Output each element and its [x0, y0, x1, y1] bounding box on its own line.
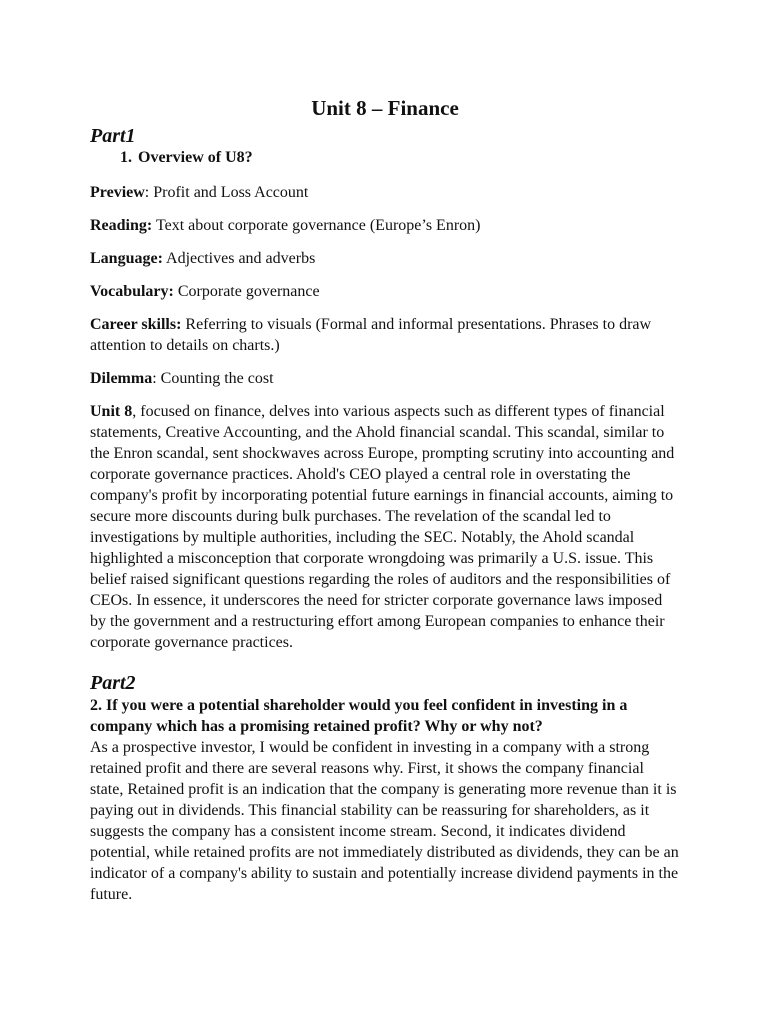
list-number: 1.: [120, 149, 132, 166]
preview-separator: :: [144, 184, 154, 201]
preview-text: Profit and Loss Account: [153, 184, 309, 201]
dilemma-item: [90, 368, 680, 389]
vocabulary-text: Corporate governance: [177, 283, 320, 300]
overview-list-item: [90, 148, 680, 168]
language-text: Adjectives and adverbs: [166, 250, 316, 267]
part2-answer: As a prospective investor, I would be confident in investing in a company with a strong retained profit and there are several reasons why. First, it shows the company financial state, Retained profit is an indication that the company is generating more revenue than it is paying out in dividends. This financial stability can be reassuring for shareholders, as it suggests the company has a consistent income stream. Second, it indicates dividend potential, while retained profits are not immediately distributed as dividends, they can be an indicator of a company's ability to sustain and potentially increase dividend payments in the future.: [90, 739, 679, 903]
career-skills-label: Career skills:: [90, 316, 182, 333]
document-title: Unit 8 – Finance: [311, 96, 459, 120]
list-item-text: Overview of U8?: [138, 149, 253, 166]
preview-label: Preview: [90, 184, 145, 201]
vocabulary-item: [90, 281, 680, 302]
summary-text: , focused on finance, delves into various aspects such as different types of financial statements, Creative Accounting, and the Ahold financial scandal. This scandal, similar to the Enron scandal, sent shockwaves across Europe, prompting scrutiny into accounting and corporate governance practices. Ahold's CEO played a central role in overstating the company's profit by incorporating potential future earnings in financial accounts, aiming to secure more discounts during bulk purchases. The revelation of the scandal led to investigations by multiple authorities, including the SEC. Notably, the Ahold scandal highlighted a misconception that corporate wrongdoing was primarily a U.S. issue. This belief raised significant questions regarding the roles of auditors and the responsibilities of CEOs. In essence, it underscores the need for stricter corporate governance laws imposed by the government and a restructuring effort among European companies to enhance their corporate governance practices.: [90, 403, 675, 651]
language-label: Language:: [90, 250, 163, 267]
unit-summary-paragraph: [90, 401, 680, 653]
reading-item: [90, 215, 680, 236]
part2-question: 2. If you were a potential shareholder would you feel confident in investing in a company which has a promising retained profit? Why or why not?: [90, 697, 628, 735]
summary-label: Unit 8: [90, 403, 133, 420]
preview-item: [90, 182, 680, 203]
vocabulary-label: Vocabulary:: [90, 283, 174, 300]
dilemma-label: Dilemma: [90, 370, 153, 387]
reading-text: Text about corporate governance (Europe’s Enron): [155, 217, 481, 234]
career-skills-item: [90, 314, 680, 356]
dilemma-separator: :: [152, 370, 161, 387]
part1-heading: Part1: [90, 125, 136, 147]
document-page: [90, 94, 680, 905]
career-skills-text: Referring to visuals (Formal and informal presentations. Phrases to draw attention to details on charts.): [90, 316, 652, 354]
part2-heading: Part2: [90, 672, 136, 694]
dilemma-text: Counting the cost: [160, 370, 274, 387]
reading-label: Reading:: [90, 217, 153, 234]
language-item: [90, 248, 680, 269]
